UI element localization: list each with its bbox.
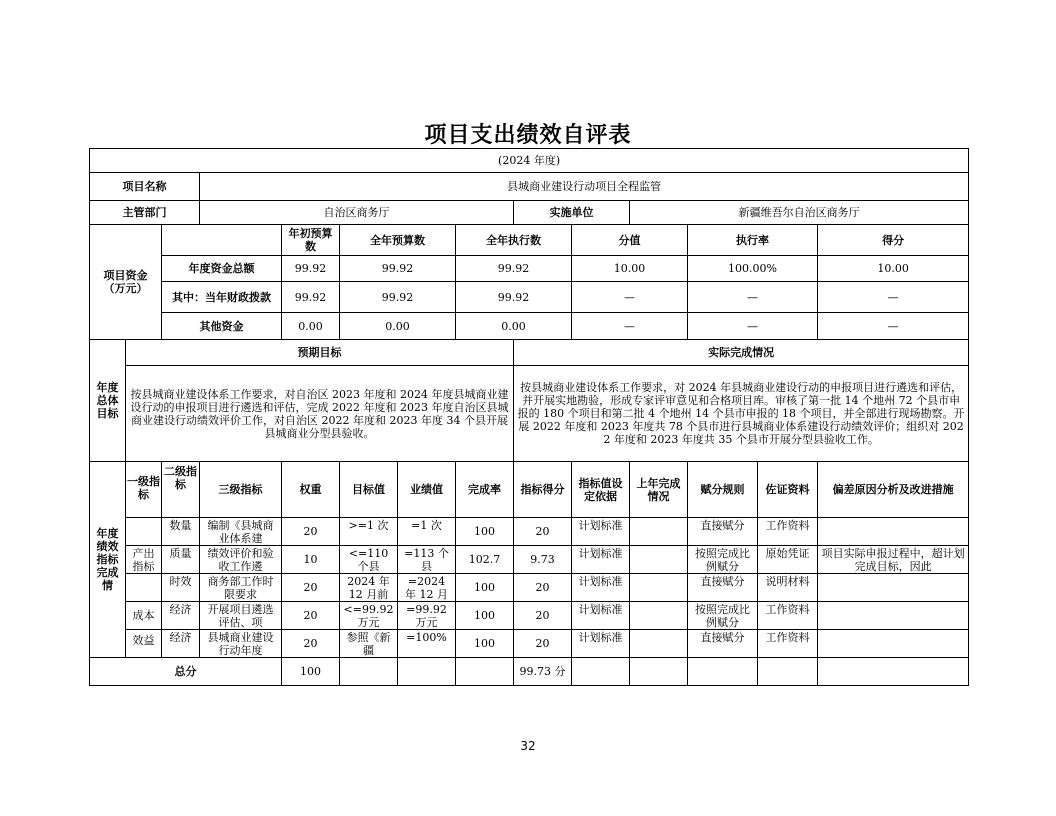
indicator-l3-text: 县城商业建设行动年度 (207, 630, 274, 657)
indicator-basis-text: 计划标准 (578, 518, 623, 532)
funds-cell: 99.92 (456, 282, 572, 313)
annual-goal-label: 年度总体目标 (90, 340, 126, 462)
expected-goal-label: 预期目标 (126, 340, 514, 366)
funds-header-score: 得分 (818, 225, 969, 256)
funds-cell: — (572, 313, 688, 340)
funds-cell: 10.00 (572, 256, 688, 282)
funds-cell: 99.92 (282, 256, 340, 282)
funds-cell: 0.00 (282, 313, 340, 340)
indicator-reason (818, 546, 969, 574)
indicator-evidence-text: 说明材料 (765, 574, 810, 588)
indicator-rule-text: 直接赋分 (700, 630, 745, 644)
total-blank (688, 658, 758, 686)
indicator-actual (398, 518, 456, 546)
indicator-header: 权重 (282, 462, 340, 518)
funds-cell: 10.00 (818, 256, 969, 282)
indicator-l1 (126, 574, 162, 602)
funds-header-score-value: 分值 (572, 225, 688, 256)
indicator-l1 (126, 630, 162, 658)
indicator-l3-text: 商务部工作时限要求 (207, 574, 274, 601)
indicator-rate: 100 (456, 574, 514, 602)
indicator-basis (572, 630, 630, 658)
indicator-prev (630, 518, 688, 546)
funds-cell: — (688, 282, 818, 313)
indicator-target (340, 630, 398, 658)
indicator-basis (572, 574, 630, 602)
indicator-weight: 20 (282, 518, 340, 546)
actual-completion-label: 实际完成情况 (514, 340, 969, 366)
indicator-reason-text (821, 603, 965, 629)
indicator-rule (688, 518, 758, 546)
indicator-weight: 10 (282, 546, 340, 574)
indicator-reason-text: 项目实际申报过程中，超计划完成目标，因此 (821, 546, 965, 573)
indicator-prev (630, 546, 688, 574)
indicator-l1: 产出指标 (126, 546, 162, 574)
funds-row-label: 其他资金 (162, 313, 282, 340)
indicator-rule (688, 602, 758, 630)
indicator-actual (398, 602, 456, 630)
funds-cell: — (818, 313, 969, 340)
indicator-score: 9.73 (514, 546, 572, 574)
indicators-label: 年度绩效指标完成情 (90, 462, 126, 658)
indicator-prev (630, 630, 688, 658)
funds-header-executed: 全年执行数 (456, 225, 572, 256)
indicator-score: 20 (514, 574, 572, 602)
indicator-target-text: 参照《新疆 (346, 630, 391, 657)
indicator-evidence-text: 工作资料 (765, 518, 810, 532)
indicator-reason-text (821, 631, 965, 657)
indicator-header-text: 二级指标 (164, 464, 197, 491)
funds-cell: 99.92 (340, 256, 456, 282)
indicator-l3 (200, 602, 282, 630)
total-blank (572, 658, 630, 686)
funds-label: 项目资金（万元） (90, 225, 162, 340)
indicator-target-text: <=99.92 万元 (343, 602, 394, 629)
total-blank (398, 658, 456, 686)
funds-row-label: 年度资金总额 (162, 256, 282, 282)
indicator-header: 指标值设定依据 (572, 462, 630, 518)
indicator-l3-text: 开展项目遴选评估、项 (207, 602, 274, 629)
indicator-rule (688, 546, 758, 574)
indicator-basis-text: 计划标准 (578, 574, 623, 588)
indicator-evidence (758, 602, 818, 630)
total-score: 99.73 分 (514, 658, 572, 686)
indicator-l2-text: 时效 (169, 574, 192, 588)
indicator-basis-text: 计划标准 (578, 630, 623, 644)
indicator-reason (818, 574, 969, 602)
indicator-header: 佐证资料 (758, 462, 818, 518)
page-title: 项目支出绩效自评表 (424, 123, 632, 148)
indicator-target (340, 602, 398, 630)
indicator-header: 业绩值 (398, 462, 456, 518)
indicator-prev (630, 574, 688, 602)
indicator-actual-text: =113 个县 (404, 546, 449, 573)
indicator-rate: 100 (456, 518, 514, 546)
indicator-header: 目标值 (340, 462, 398, 518)
indicator-l3 (200, 630, 282, 658)
indicator-basis-text: 计划标准 (578, 602, 623, 616)
funds-header-blank (162, 225, 282, 256)
indicator-l2 (162, 518, 200, 546)
expected-goal-text: 按县城商业建设体系工作要求，对自治区 2023 年度和 2024 年度县城商业建设行动的申报项目进行遴选和评估，完成 2022 年度和 2023 年度自治区县城商业建设行动绩效评价工作，对自治区 2022 年度和 2023 年度 34 个县开展县城商业分型县验收。 (126, 366, 514, 462)
indicator-header: 赋分规则 (688, 462, 758, 518)
indicator-rule-text: 直接赋分 (700, 574, 745, 588)
total-blank (456, 658, 514, 686)
indicator-reason (818, 630, 969, 658)
indicator-actual-text: =99.92 万元 (406, 602, 447, 629)
indicator-header (126, 462, 162, 518)
indicator-target (340, 546, 398, 574)
impl-unit-value: 新疆维吾尔自治区商务厅 (630, 201, 969, 225)
total-blank (758, 658, 818, 686)
total-blank (818, 658, 969, 686)
funds-row-label: 其中：当年财政拨款 (162, 282, 282, 313)
project-name-label: 项目名称 (90, 173, 200, 201)
funds-cell: 99.92 (282, 282, 340, 313)
indicator-basis (572, 602, 630, 630)
indicator-l1-text: 效益 (132, 633, 155, 647)
funds-cell: 99.92 (340, 282, 456, 313)
funds-cell: 0.00 (340, 313, 456, 340)
indicator-basis (572, 518, 630, 546)
indicator-l3 (200, 574, 282, 602)
indicator-reason (818, 518, 969, 546)
year-label: (2024 年度) (90, 149, 969, 173)
indicator-score: 20 (514, 630, 572, 658)
indicator-weight: 20 (282, 602, 340, 630)
indicator-weight: 20 (282, 630, 340, 658)
indicator-actual (398, 630, 456, 658)
indicator-l2 (162, 630, 200, 658)
indicator-header (162, 462, 200, 518)
indicator-score: 20 (514, 518, 572, 546)
indicator-l2-text: 经济 (169, 630, 192, 644)
indicator-l3 (200, 546, 282, 574)
indicator-reason-text (821, 519, 965, 545)
indicator-basis (572, 546, 630, 574)
funds-header-exec-rate: 执行率 (688, 225, 818, 256)
indicator-header: 完成率 (456, 462, 514, 518)
indicator-l3-text: 编制《县城商业体系建 (207, 518, 274, 545)
indicator-l3 (200, 518, 282, 546)
indicator-evidence-text: 原始凭证 (765, 546, 810, 560)
indicator-target (340, 518, 398, 546)
indicator-l2-text: 数量 (169, 518, 192, 532)
dept-label: 主管部门 (90, 201, 200, 225)
indicator-evidence (758, 574, 818, 602)
project-name-value: 县城商业建设行动项目全程监管 (200, 173, 969, 201)
funds-cell: — (818, 282, 969, 313)
indicator-actual (398, 574, 456, 602)
indicator-reason (818, 602, 969, 630)
indicator-rule-text: 直接赋分 (700, 518, 745, 532)
funds-cell: — (572, 282, 688, 313)
indicator-l1: 成本 (126, 602, 162, 630)
indicator-rule (688, 574, 758, 602)
indicator-header: 偏差原因分析及改进措施 (818, 462, 969, 518)
indicator-actual (398, 546, 456, 574)
total-blank (630, 658, 688, 686)
indicator-evidence (758, 546, 818, 574)
page-number: 32 (520, 739, 536, 753)
funds-header-annual-budget: 全年预算数 (340, 225, 456, 256)
indicator-basis-text: 计划标准 (578, 546, 623, 560)
indicator-evidence (758, 630, 818, 658)
indicator-evidence-text: 工作资料 (765, 630, 810, 644)
total-weight: 100 (282, 658, 340, 686)
indicator-header-text: 一级指标 (127, 474, 160, 501)
indicator-weight: 20 (282, 574, 340, 602)
indicator-target (340, 574, 398, 602)
indicator-evidence-text: 工作资料 (765, 602, 810, 616)
indicator-rate: 100 (456, 630, 514, 658)
indicator-target-text: <=110 个县 (348, 546, 389, 573)
indicator-rule-text: 按照完成比例赋分 (695, 546, 750, 573)
indicator-l2 (162, 574, 200, 602)
total-blank (340, 658, 398, 686)
indicator-l2 (162, 602, 200, 630)
total-label: 总分 (90, 658, 282, 686)
indicator-rate: 100 (456, 602, 514, 630)
indicator-actual-text: =2024 年 12 月 (405, 574, 448, 601)
indicator-l2-text: 经济 (169, 602, 192, 616)
indicator-l2 (162, 546, 200, 574)
indicator-l2-text: 质量 (169, 546, 192, 560)
funds-cell: — (688, 313, 818, 340)
impl-unit-label: 实施单位 (514, 201, 630, 225)
indicator-target-text: 2024 年 12 月前 (347, 574, 390, 601)
indicator-l1 (126, 518, 162, 546)
indicator-header: 指标得分 (514, 462, 572, 518)
dept-value: 自治区商务厅 (200, 201, 514, 225)
indicator-rule-text: 按照完成比例赋分 (695, 602, 750, 629)
indicator-header: 三级指标 (200, 462, 282, 518)
indicator-score: 20 (514, 602, 572, 630)
indicator-prev (630, 602, 688, 630)
funds-cell: 100.00% (688, 256, 818, 282)
indicator-rule (688, 630, 758, 658)
indicator-actual-text: =100% (406, 630, 447, 644)
indicator-evidence (758, 518, 818, 546)
funds-header-initial-budget: 年初预算数 (282, 225, 340, 256)
indicator-target-text: >=1 次 (348, 518, 389, 532)
indicator-reason-text (821, 575, 965, 601)
indicator-rate: 102.7 (456, 546, 514, 574)
indicator-header: 上年完成情况 (630, 462, 688, 518)
performance-table (89, 148, 969, 686)
indicator-actual-text: =1 次 (411, 518, 442, 532)
funds-cell: 99.92 (456, 256, 572, 282)
actual-completion-text: 按县城商业建设体系工作要求，对 2024 年县城商业建设行动的申报项目进行遴选和评估，并开展实地勘验，形成专家评审意见和合格项目库。审核了第一批 14 个地州 72 个县市申报的 180 个项目和第二批 4 个地州 14 个县市申报的 18 个项目，并全部进行现场勘察。开展 2022 年度和 2023 年度共 78 个县市进行县城商业体系建设行动绩效评价；组织对 2022 年度和 2023 年度共 35 个县市开展分型县验收工作。 (514, 366, 969, 462)
funds-cell: 0.00 (456, 313, 572, 340)
indicator-l3-text: 绩效评价和验收工作遴 (207, 546, 274, 573)
